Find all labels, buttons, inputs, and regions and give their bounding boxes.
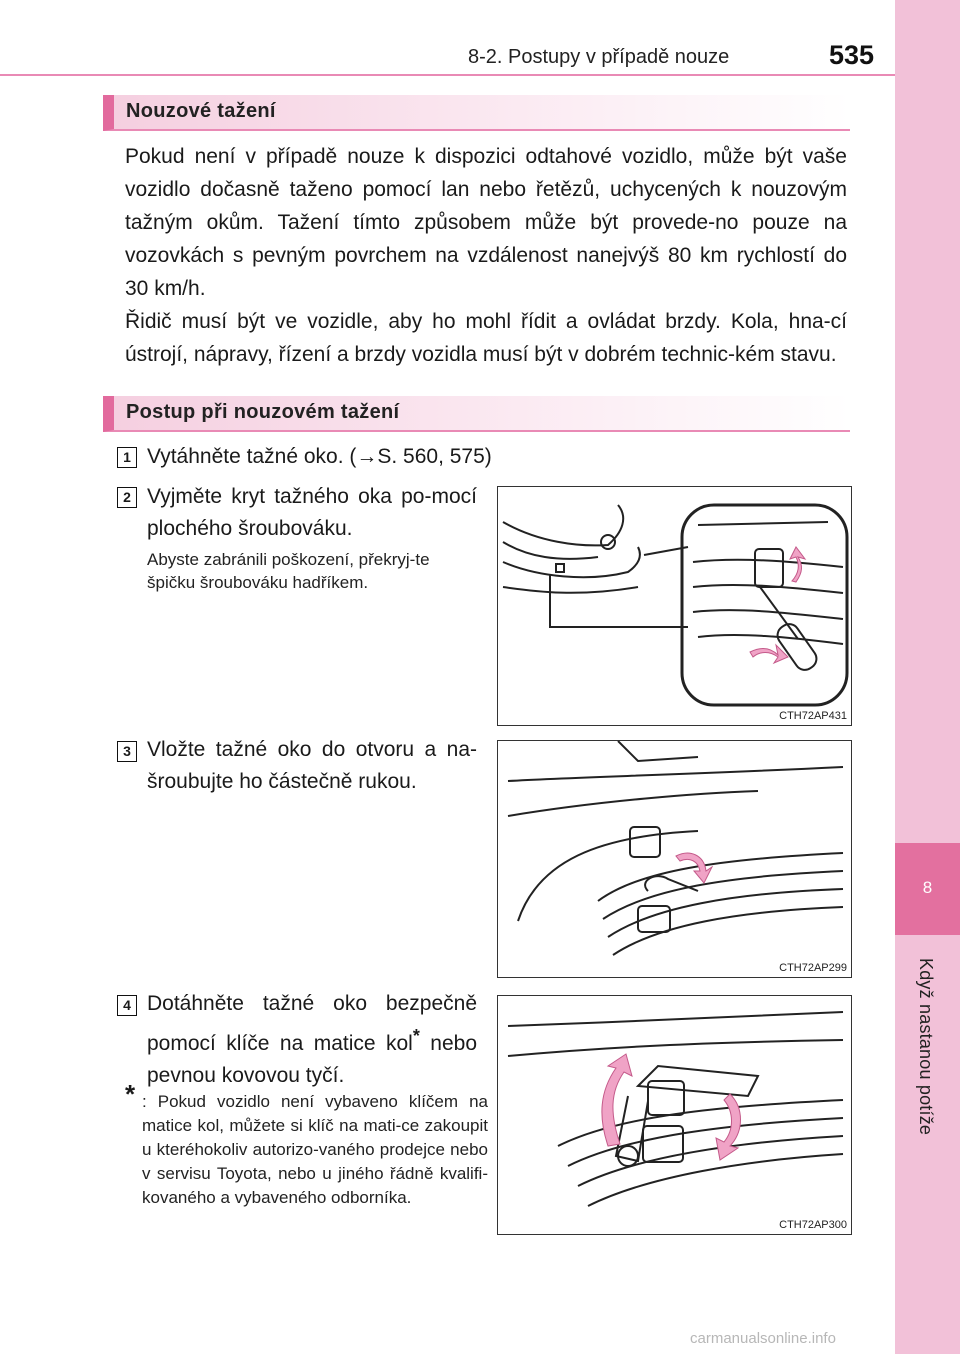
heading-towing <box>103 95 850 131</box>
step-4-star: * <box>412 1026 420 1046</box>
chapter-side-tab <box>895 0 960 1354</box>
step-4-text <box>147 988 477 1092</box>
chapter-number: 8 <box>922 878 933 897</box>
step-1-badge: 1 <box>117 447 137 468</box>
illustration-remove-cover <box>498 487 852 726</box>
header-rule <box>0 74 895 76</box>
intro-paragraph-1: Pokud není v případě nouze k dispozici odtahové vozidlo, může být vaše vozidlo dočasně taženo pomocí lan nebo řetězů, uchycených k nouzovým tažným okům. Tažení tímto způsobem může být provede-no pouze na vozovkách s pevným povrchem na vzdálenost nanejvýš 80 km rychlostí do 30 km/h. <box>125 145 847 300</box>
page-number: 535 <box>829 40 875 70</box>
illustration-insert-eye <box>498 741 852 978</box>
intro-paragraph-2: Řidič musí být ve vozidle, aby ho mohl řídit a ovládat brzdy. Kola, hna-cí ústrojí, nápravy, řízení a brzdy vozidla musí být v dobrém technic-kém stavu. <box>125 310 847 366</box>
chapter-title: Když nastanou potíže <box>916 958 936 1136</box>
screw-arrow-icon <box>676 853 712 883</box>
step-2-text: Vyjměte kryt tažného oka po-mocí plochého šroubováku. <box>147 485 477 540</box>
step-4-text-cont: nebo pevnou kovovou tyčí. <box>147 1032 477 1087</box>
figure-insert-eye <box>497 740 852 978</box>
rotate-arrow-icon <box>790 547 805 582</box>
figure-remove-cover <box>497 486 852 726</box>
lever-arrow-icon <box>750 645 788 663</box>
heading-towing-text: Nouzové tažení <box>126 100 276 122</box>
step-1-text: Vytáhněte tažné oko. (→S. 560, 575) <box>147 445 492 468</box>
heading-procedure <box>103 396 850 432</box>
intro-text <box>125 140 847 371</box>
step-3-badge: 3 <box>117 741 137 762</box>
figure-code: CTH72AP300 <box>779 1219 847 1231</box>
heading-procedure-text: Postup při nouzovém tažení <box>126 401 400 423</box>
figure-tighten-eye <box>497 995 852 1235</box>
step-2-note: Abyste zabránili poškození, překryj-te špičku šroubováku hadříkem. <box>147 550 430 592</box>
illustration-tighten-eye <box>498 996 852 1235</box>
footnote-mark: * <box>125 1079 136 1109</box>
step-3-text: Vložte tažné oko do otvoru a na-šroubujte ho částečně rukou. <box>147 738 477 793</box>
section-label: 8-2. Postupy v případě nouze <box>468 46 730 68</box>
step-2-badge: 2 <box>117 487 137 508</box>
step-4-badge: 4 <box>117 995 137 1016</box>
watermark: carmanualsonline.info <box>690 1330 836 1347</box>
step-4-text-main: Dotáhněte tažné oko bezpečně pomocí klíče na matice kol <box>147 992 477 1055</box>
footnote-text: : Pokud vozidlo není vybaveno klíčem na matice kol, můžete si klíč na mati-ce zakoupit u kteréhokoliv autorizo-vaného prodejce nebo v servisu Toyota, nebo u jiného řádně kvalifi-kovaného a vybaveného odborníka. <box>142 1092 488 1207</box>
figure-code: CTH72AP431 <box>779 710 847 722</box>
figure-code: CTH72AP299 <box>779 962 847 974</box>
